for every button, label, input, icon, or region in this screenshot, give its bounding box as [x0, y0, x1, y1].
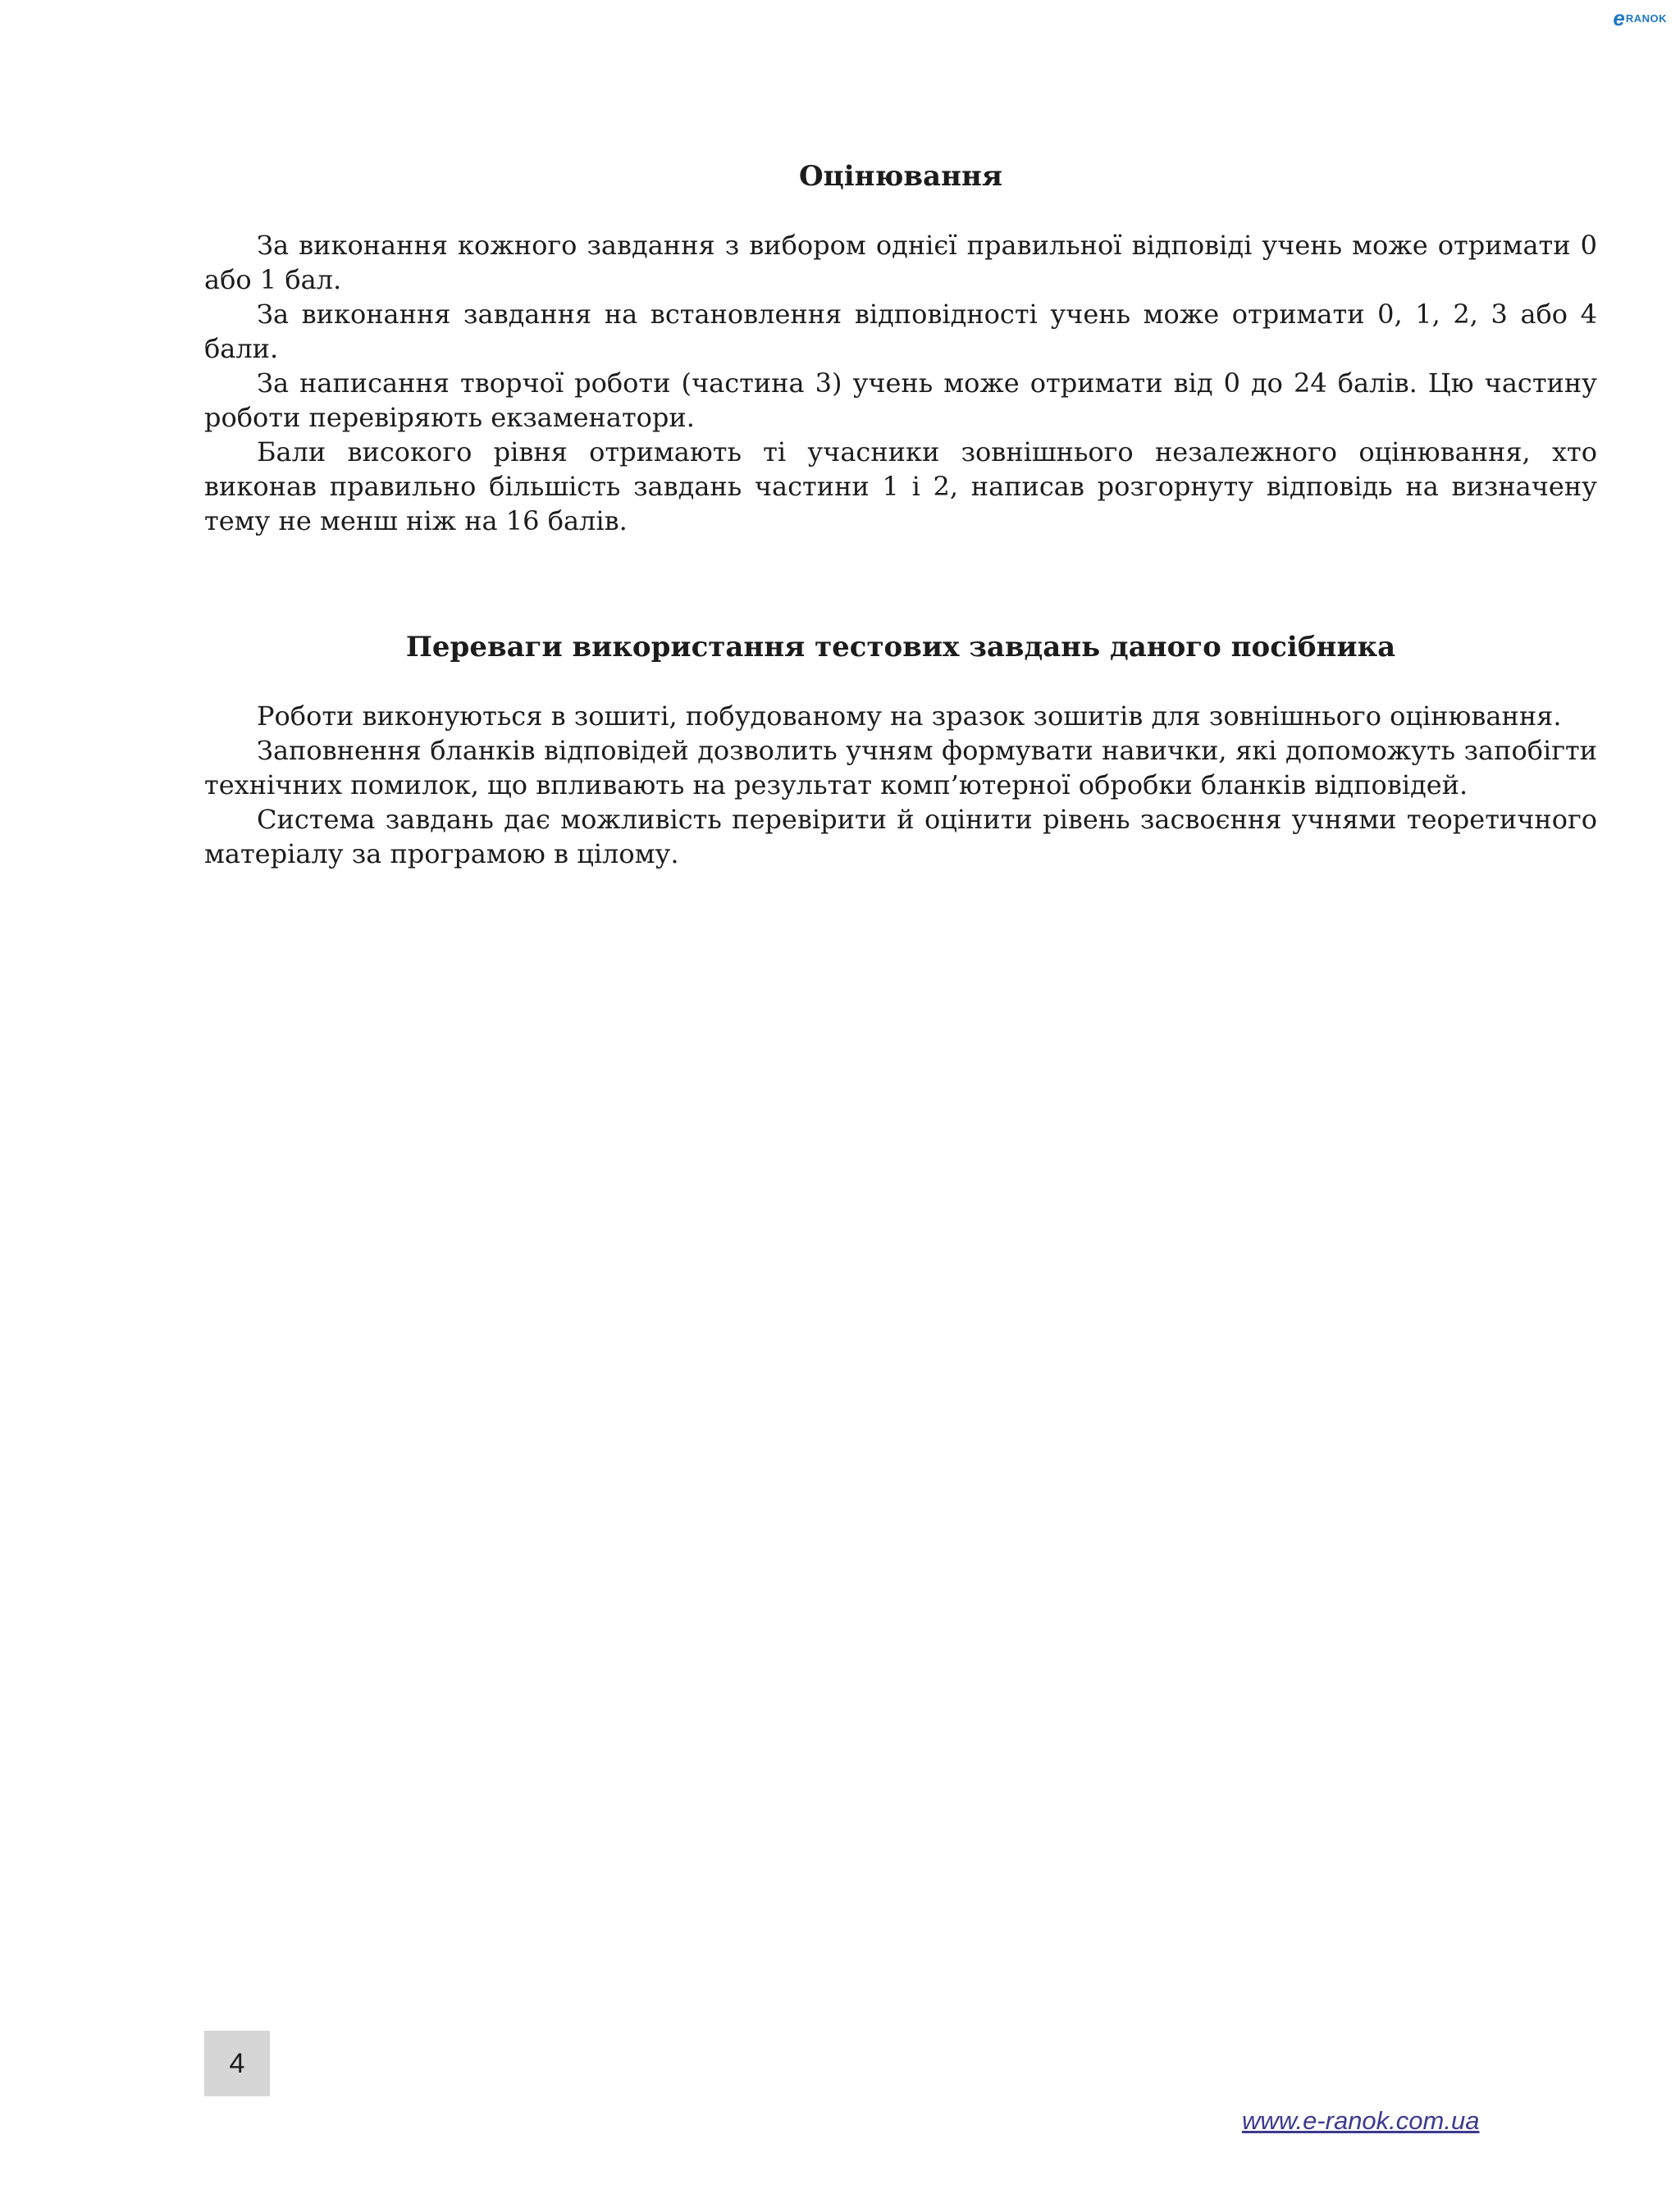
paragraph: За написання творчої роботи (частина 3) учень може отримати від 0 до 24 балів. Цю частину роботи перевіряють екзаменатори. [204, 367, 1597, 433]
paragraph: Бали високого рівня отримають ті учасники зовнішнього незалежного оцінювання, хто виконав правильно більшість завдань частини 1 і 2, написав розгорнуту відповідь на визначену тему не менш ніж на 16 балів. [204, 436, 1597, 536]
paragraph: Заповнення бланків відповідей дозволить учням формувати навички, які допоможуть запобігти технічних помилок, що впливають на результат комп’ютерної обробки бланків відповідей. [204, 735, 1597, 800]
section-assessment [204, 156, 1597, 538]
logo-mark: e [1613, 6, 1625, 30]
paragraph: Система завдань дає можливість перевірити й оцінити рівень засвоєння учнями теоретичного матеріалу за програмою в цілому. [204, 804, 1597, 869]
page-number: 4 [204, 2031, 270, 2096]
section-advantages [204, 627, 1597, 871]
page-content [204, 156, 1597, 871]
website-link[interactable]: www.e-ranok.com.ua [1242, 2106, 1480, 2135]
paragraph: Роботи виконуються в зошиті, побудованому на зразок зошитів для зовнішнього оцінювання. [257, 700, 1562, 732]
section-title-assessment: Оцінювання [799, 160, 1002, 193]
logo-text: RANOK [1625, 11, 1667, 25]
publisher-logo [1613, 7, 1667, 30]
paragraph: За виконання завдання на встановлення відповідності учень може отримати 0, 1, 2, 3 або 4 бали. [204, 299, 1597, 364]
paragraph: За виконання кожного завдання з вибором однієї правильної відповіді учень може отримати 0 або 1 бал. [204, 230, 1597, 295]
section-title-advantages: Переваги використання тестових завдань даного посібника [405, 631, 1396, 664]
